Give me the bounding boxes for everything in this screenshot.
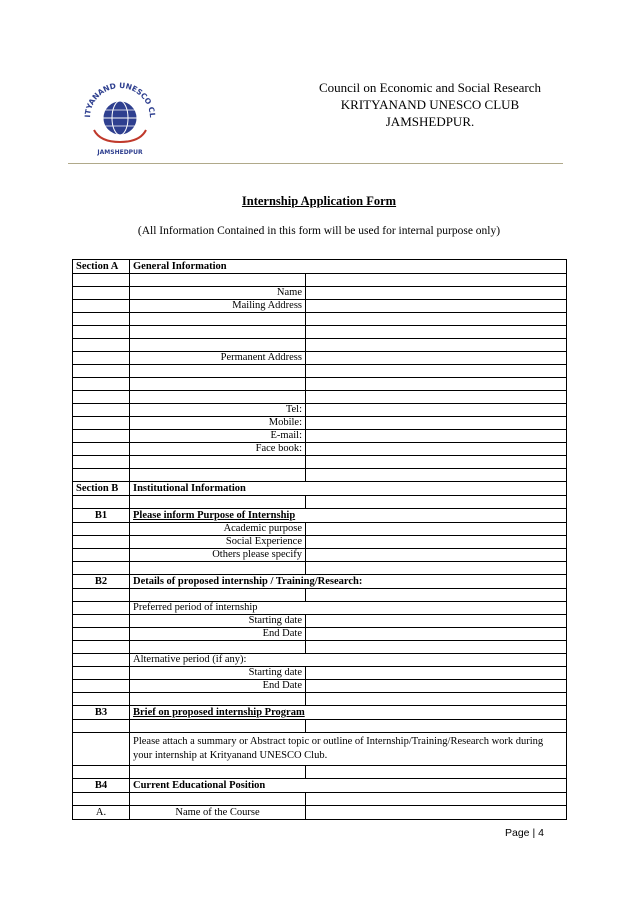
mailing-address-field-2[interactable]	[306, 313, 567, 326]
academic-purpose-field[interactable]	[306, 523, 567, 536]
mailing-address-label: Mailing Address	[130, 300, 306, 313]
form-note: (All Information Contained in this form will be used for internal purpose only)	[137, 225, 501, 237]
alternative-starting-date-label: Starting date	[130, 667, 306, 680]
council-line-2: KRITYANAND UNESCO CLUB	[340, 97, 520, 112]
mobile-field[interactable]	[306, 417, 567, 430]
section-a-row	[73, 260, 567, 274]
b1-title: Please inform Purpose of Internship	[130, 509, 567, 523]
others-specify-field[interactable]	[306, 549, 567, 562]
academic-purpose-label: Academic purpose	[130, 523, 306, 536]
social-experience-label: Social Experience	[130, 536, 306, 549]
header-divider	[68, 163, 563, 164]
mailing-address-field-4[interactable]	[306, 339, 567, 352]
logo-arc-text: ITYANAND UNESCO CL	[82, 80, 158, 118]
b3-instructions: Please attach a summary or Abstract topic or outline of Internship/Training/Research work during your internship at Krityanand UNESCO Club.	[130, 733, 567, 766]
tel-label: Tel:	[130, 404, 306, 417]
preferred-period-label: Preferred period of internship	[130, 602, 567, 615]
name-field[interactable]	[306, 287, 567, 300]
b4-title: Current Educational Position	[130, 779, 567, 793]
others-specify-label: Others please specify	[130, 549, 306, 562]
facebook-label: Face book:	[130, 443, 306, 456]
council-line-3: JAMSHEDPUR.	[385, 114, 475, 129]
alternative-end-date-label: End Date	[130, 680, 306, 693]
alternative-period-label: Alternative period (if any):	[130, 654, 567, 667]
name-label: Name	[130, 287, 306, 300]
course-name-label: Name of the Course	[130, 806, 306, 820]
b3-label: B3	[73, 706, 130, 720]
mailing-address-field-3[interactable]	[306, 326, 567, 339]
permanent-address-field-3[interactable]	[306, 378, 567, 391]
email-field[interactable]	[306, 430, 567, 443]
facebook-field[interactable]	[306, 443, 567, 456]
b3-title: Brief on proposed internship Program	[130, 706, 567, 720]
application-form-table	[72, 259, 567, 820]
preferred-end-date-field[interactable]	[306, 628, 567, 641]
permanent-address-field[interactable]	[306, 352, 567, 365]
item-a-label: A.	[73, 806, 130, 820]
preferred-end-date-label: End Date	[130, 628, 306, 641]
tel-field[interactable]	[306, 404, 567, 417]
b4-label: B4	[73, 779, 130, 793]
logo-bottom-text: JAMSHEDPUR	[97, 149, 143, 156]
b2-label: B2	[73, 575, 130, 589]
section-b-title: Institutional Information	[130, 482, 567, 496]
section-b-row	[73, 482, 567, 496]
alternative-starting-date-field[interactable]	[306, 667, 567, 680]
council-line-1: Council on Economic and Social Research	[318, 80, 542, 95]
course-name-field[interactable]	[306, 806, 567, 820]
alternative-end-date-field[interactable]	[306, 680, 567, 693]
email-label: E-mail:	[130, 430, 306, 443]
council-header	[290, 79, 570, 130]
club-logo	[80, 78, 160, 158]
b1-label: B1	[73, 509, 130, 523]
preferred-starting-date-field[interactable]	[306, 615, 567, 628]
mobile-label: Mobile:	[130, 417, 306, 430]
b2-title: Details of proposed internship / Training/Research:	[130, 575, 567, 589]
mailing-address-field[interactable]	[306, 300, 567, 313]
blank-field[interactable]	[306, 274, 567, 287]
permanent-address-label: Permanent Address	[130, 352, 306, 365]
section-a-label: Section A	[73, 260, 130, 274]
section-a-title: General Information	[130, 260, 567, 274]
form-title: Internship Application Form	[241, 194, 397, 208]
permanent-address-field-4[interactable]	[306, 391, 567, 404]
page-number: Page | 4	[505, 827, 544, 839]
permanent-address-field-2[interactable]	[306, 365, 567, 378]
social-experience-field[interactable]	[306, 536, 567, 549]
preferred-starting-date-label: Starting date	[130, 615, 306, 628]
section-b-label: Section B	[73, 482, 130, 496]
